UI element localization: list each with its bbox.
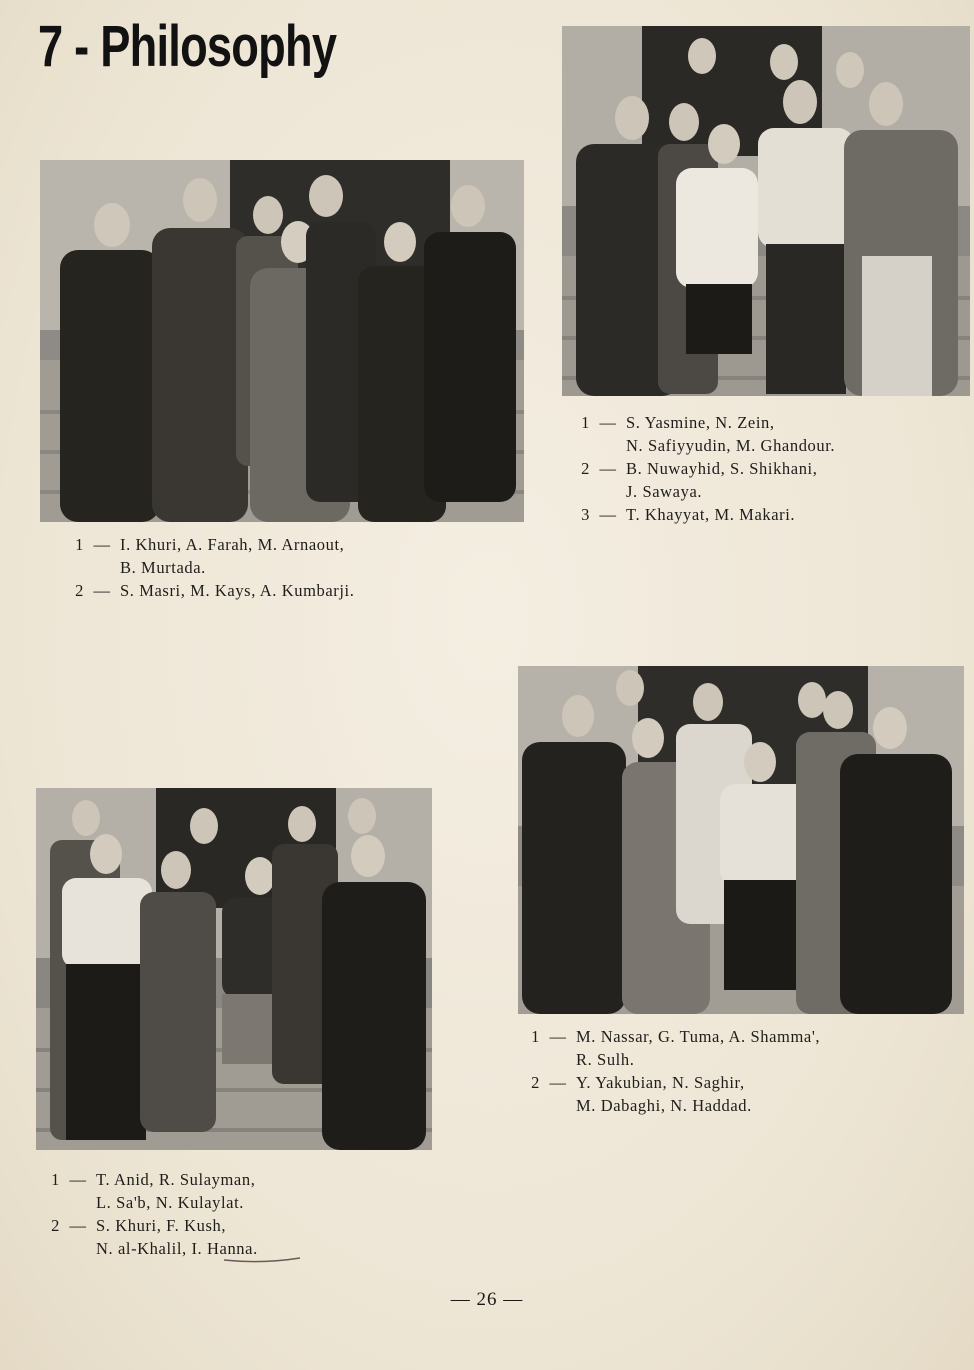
caption-row-number: 1 (51, 1170, 60, 1189)
caption-row-number: 2 (51, 1216, 60, 1235)
caption-dash: — (93, 535, 111, 554)
caption-row-number: 3 (581, 505, 590, 524)
handwritten-underline (222, 1254, 302, 1264)
caption-names: B. Nuwayhid, S. Shikhani, (626, 459, 818, 478)
caption-names: M. Nassar, G. Tuma, A. Shamma', (576, 1027, 821, 1046)
caption-row-number: 1 (75, 535, 84, 554)
caption-dash: — (69, 1170, 87, 1189)
caption-names: N. al-Khalil, I. Hanna. (96, 1239, 258, 1258)
caption-photo-4 (38, 1168, 258, 1260)
caption-dash: — (599, 459, 617, 478)
caption-photo-2 (568, 411, 835, 526)
group-photo-1 (40, 160, 524, 522)
caption-row-number: 1 (581, 413, 590, 432)
caption-names: S. Yasmine, N. Zein, (626, 413, 775, 432)
caption-names: N. Safiyyudin, M. Ghandour. (626, 436, 836, 455)
caption-row-number: 2 (531, 1073, 540, 1092)
caption-dash: — (599, 413, 617, 432)
caption-names: I. Khuri, A. Farah, M. Arnaout, (120, 535, 345, 554)
caption-names: J. Sawaya. (626, 482, 703, 501)
caption-names: Y. Yakubian, N. Saghir, (576, 1073, 745, 1092)
page-title: 7 - Philosophy (38, 14, 337, 79)
group-photo-4 (36, 788, 432, 1150)
caption-row-number: 2 (75, 581, 84, 600)
group-photo-2 (562, 26, 970, 396)
caption-dash: — (69, 1216, 87, 1235)
group-photo-3 (518, 666, 964, 1014)
page-number: — 26 — (450, 1289, 524, 1310)
caption-photo-3 (518, 1025, 820, 1117)
caption-names: S. Masri, M. Kays, A. Kumbarji. (120, 581, 355, 600)
caption-names: B. Murtada. (120, 558, 206, 577)
caption-names: S. Khuri, F. Kush, (96, 1216, 227, 1235)
caption-dash: — (549, 1027, 567, 1046)
caption-dash: — (599, 505, 617, 524)
caption-row-number: 1 (531, 1027, 540, 1046)
caption-names: T. Anid, R. Sulayman, (96, 1170, 256, 1189)
caption-dash: — (549, 1073, 567, 1092)
caption-names: T. Khayyat, M. Makari. (626, 505, 796, 524)
caption-names: R. Sulh. (576, 1050, 635, 1069)
caption-photo-1 (62, 533, 354, 602)
caption-names: M. Dabaghi, N. Haddad. (576, 1096, 752, 1115)
caption-names: L. Sa'b, N. Kulaylat. (96, 1193, 245, 1212)
caption-row-number: 2 (581, 459, 590, 478)
caption-dash: — (93, 581, 111, 600)
